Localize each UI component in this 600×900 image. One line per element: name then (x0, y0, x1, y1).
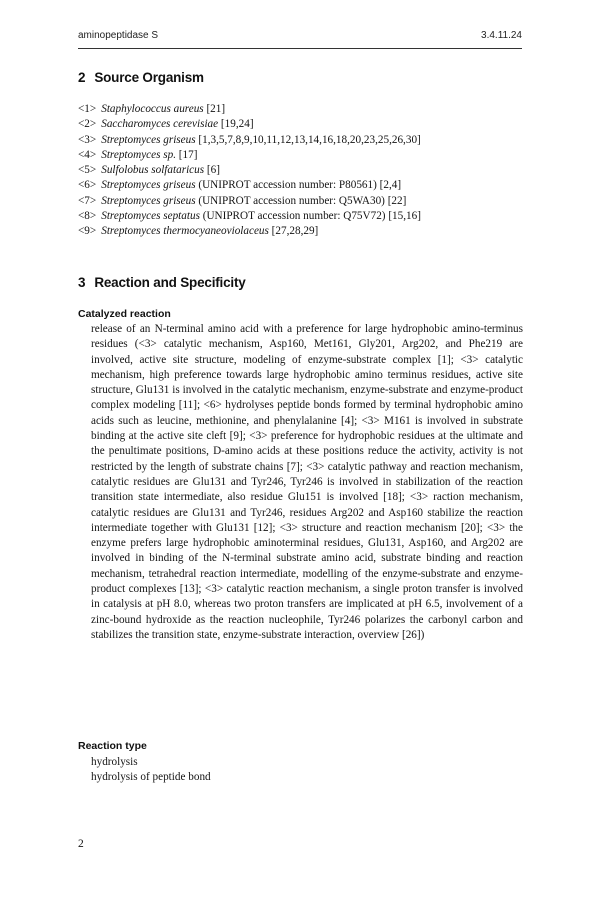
organism-code: <4> (78, 148, 97, 161)
organism-code: <6> (78, 179, 97, 192)
page-number: 2 (78, 838, 84, 850)
organism-item (78, 209, 538, 224)
section-title: Reaction and Specificity (94, 275, 246, 290)
running-head-ec-number: 3.4.11.24 (481, 30, 522, 41)
organism-species: Saccharomyces cerevisiae (101, 118, 219, 131)
section-number: 2 (78, 70, 86, 85)
organism-code: <3> (78, 133, 97, 146)
organism-reference: [1,3,5,7,8,9,10,11,12,13,14,16,18,20,23,25,26,30] (195, 133, 421, 146)
organism-item (78, 148, 538, 163)
reaction-type-list (91, 755, 211, 786)
organism-code: <8> (78, 210, 97, 223)
section-number: 3 (78, 275, 86, 290)
organism-item (78, 178, 538, 193)
header-rule (78, 48, 522, 49)
organism-reference: [19,24] (218, 118, 254, 131)
organism-species: Staphylococcus aureus (101, 103, 204, 115)
catalyzed-reaction-heading: Catalyzed reaction (78, 308, 171, 320)
organism-reference: (UNIPROT accession number: Q5WA30) [22] (195, 194, 407, 207)
reaction-type-item: hydrolysis of peptide bond (91, 771, 211, 784)
organism-species: Sulfolobus solfataricus (101, 164, 205, 177)
organism-item (78, 117, 538, 132)
organism-item (78, 102, 538, 117)
catalyzed-reaction-text: release of an N-terminal amino acid with a preference for large hydrophobic amino-terminus residues (<3> catalytic mechanism, Asp160, Met161, Gly201, Arg202, and Phe219 are involved, active site structure, modeling of enzyme-substrate complex [1]; <3> catalytic mechanism, high preference towards large hydrophobic amino terminus residues, active site structure, Glu131 is involved in the catalytic mechanism, enzyme-substrate and enzyme-product complex modeling [11]; <6> hydrolyses peptide bonds formed by terminal hydrophobic amino acids such as leucine, methionine, and phenylalanine [4]; <3> M161 is involved in substrate binding at the active site cleft [9]; <3> preference for hydrophobic residues at the ultimate and the penultimate positions, D-amino acids at these positions reduce the activity, activity is not restricted by the length of substrate chains [7]; <3> catalytic pathway and reaction mechanism, catalytic residues are Glu131 and Tyr246, Tyr246 is involved in stabilization of the reaction transition state intermediate, also residue Glu151 is involved [18]; <3> raction mechanism, catalytic residues are Glu131 and Tyr246, residues Arg202 and Asp160 stabilize the reaction intermediate together with Glu131 [12]; <3> structure and reaction mechanism [20]; <3> the enzyme prefers large hydrophobic aminoterminal residues, Glu131, Asp160, and Arg202 are involved in binding of the N-terminal substrate amino acid, substrate binding and reaction mechanism, tetrahedral reaction intermediate, modelling of the enzyme-substrate and enzyme-product complexes [13]; <3> catalytic reaction mechanism, a single proton transfer is involved in catalysis at pH 8.0, whereas two proton transfers are implicated at pH 6.5, involvement of a zinc-bound hydroxide as the reaction nucleophile, Tyr246 polarizes the carbonyl carbon and stabilizes the transition state, enzyme-substrate interaction, overview [26]) (91, 323, 523, 641)
organism-reference: [27,28,29] (268, 225, 319, 238)
organism-item (78, 133, 538, 148)
organism-species: Streptomyces sp. (101, 148, 176, 161)
organism-reference: [17] (176, 148, 198, 161)
organism-item (78, 194, 538, 209)
organism-reference: (UNIPROT accession number: P80561) [2,4] (195, 179, 402, 192)
running-head (78, 30, 522, 46)
reaction-type-item: hydrolysis (91, 756, 138, 768)
organism-code: <2> (78, 118, 97, 131)
organism-species: Streptomyces thermocyaneoviolaceus (101, 225, 269, 238)
section-title: Source Organism (94, 70, 204, 85)
organism-code: <1> (78, 103, 97, 115)
organism-code: <5> (78, 164, 97, 177)
organism-species: Streptomyces griseus (101, 133, 196, 146)
organism-code: <7> (78, 194, 97, 207)
organism-code: <9> (78, 225, 97, 238)
reaction-type-heading: Reaction type (78, 740, 147, 752)
section-heading-reaction-specificity (78, 275, 246, 290)
organism-item (78, 224, 538, 239)
organism-reference: (UNIPROT accession number: Q75V72) [15,16] (199, 210, 421, 223)
organism-list (78, 102, 538, 240)
organism-species: Streptomyces griseus (101, 194, 196, 207)
organism-species: Streptomyces septatus (101, 210, 200, 223)
section-heading-source-organism (78, 70, 204, 85)
organism-item (78, 163, 538, 178)
organism-reference: [6] (204, 164, 220, 177)
organism-reference: [21] (203, 103, 226, 115)
running-head-title: aminopeptidase S (78, 30, 159, 41)
organism-species: Streptomyces griseus (101, 179, 196, 192)
